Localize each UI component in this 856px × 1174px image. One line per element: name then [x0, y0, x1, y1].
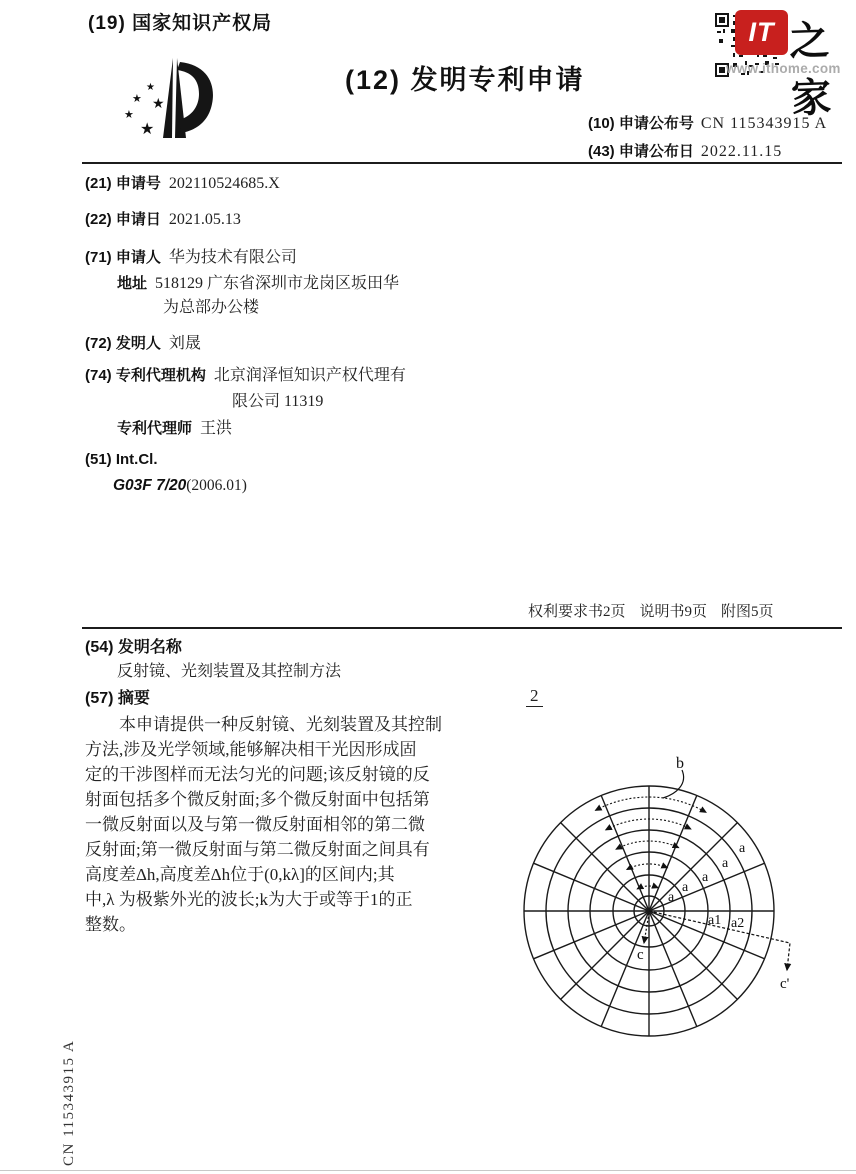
watermark-url: www.ithome.com: [726, 61, 841, 76]
figure-label-a: a: [668, 890, 675, 905]
abstract-line: 方法,涉及光学领域,能够解决相干光因形成固: [85, 740, 417, 759]
app-date-label: (22) 申请日: [85, 211, 161, 228]
agency-row: [85, 362, 406, 385]
invention-title: 反射镜、光刻装置及其控制方法: [117, 663, 342, 680]
applicant-label: (71) 申请人: [85, 249, 161, 266]
description-pages: 说明书9页: [639, 604, 708, 620]
pub-date-label: (43) 申请公布日: [588, 143, 694, 160]
agent-row: [117, 415, 232, 438]
ithome-watermark: [710, 6, 856, 122]
svg-text:★: ★: [152, 97, 165, 112]
title-section-label: (54) 发明名称: [85, 639, 182, 656]
svg-text:★: ★: [140, 121, 155, 138]
abstract-line: 本申请提供一种反射镜、光刻装置及其控制: [119, 715, 442, 734]
intcl-label: (51) Int.Cl.: [85, 451, 158, 468]
abstract-line: 射面包括多个微反射面;多个微反射面中包括第: [85, 790, 430, 809]
application-number-row: [85, 172, 280, 193]
ithome-brand-text: 之家: [788, 17, 830, 122]
inventor-row: [85, 330, 201, 353]
publication-number: [588, 112, 827, 133]
address-label: 地址: [117, 275, 148, 292]
office-name: (19) 国家知识产权局: [88, 13, 273, 34]
pub-date-value: 2022.11.15: [700, 143, 783, 160]
mirror-figure: [505, 738, 856, 1054]
svg-text:★: ★: [124, 109, 134, 121]
intcl-row: [85, 451, 158, 469]
address-line2: 为总部办公楼: [163, 299, 260, 316]
app-no-value: 202110524685.X: [168, 175, 280, 192]
header-rule: [82, 162, 842, 164]
agent-label: 专利代理师: [117, 420, 193, 437]
app-no-label: (21) 申请号: [85, 175, 161, 192]
figure-label-c-prime: c': [780, 976, 790, 992]
label-b-leader: [663, 770, 684, 798]
ithome-logo-text: IT: [748, 17, 775, 47]
figure-label-a: a: [702, 870, 709, 885]
abstract-text: [85, 712, 442, 937]
drawings-pages: 附图5页: [721, 604, 774, 620]
figure-number: 2: [526, 686, 543, 707]
address-row: [117, 270, 399, 293]
address-line1: 518129 广东省深圳市龙岗区坂田华: [155, 275, 400, 292]
section-rule: [82, 627, 842, 629]
address-row-2: [163, 294, 259, 317]
figure-label-c: c: [637, 947, 644, 963]
abstract-line: 定的干涉图样而无法匀光的问题;该反射镜的反: [85, 765, 430, 784]
application-date-row: [85, 208, 241, 229]
figure-label-a: a: [722, 856, 729, 871]
agency-line2: 限公司 11319: [232, 393, 324, 410]
applicant-row: [85, 244, 297, 267]
pub-no-value: CN 115343915 A: [700, 115, 828, 132]
abstract-line: 一微反射面以及与第一微反射面相邻的第二微: [85, 815, 425, 834]
ithome-logo-badge: [735, 10, 788, 55]
figure-label-b: b: [676, 755, 684, 772]
doc-type-title: (12) 发明专利申请: [345, 65, 585, 95]
intcl-class-row: [113, 477, 247, 495]
applicant-value: 华为技术有限公司: [168, 249, 297, 266]
sidebar-doc-code: CN 115343915 A: [61, 1039, 77, 1166]
abstract-section-label: (57) 摘要: [85, 690, 150, 707]
inventor-label: (72) 发明人: [85, 335, 161, 352]
svg-text:★: ★: [132, 93, 142, 105]
abstract-line: 高度差Δh,高度差Δh位于(0,kλ]的区间内;其: [85, 865, 395, 884]
svg-text:★: ★: [146, 82, 155, 93]
agent-value: 王洪: [200, 420, 233, 437]
figure-label-a: a: [739, 841, 746, 856]
figure-label-a1: a1: [708, 913, 722, 928]
pub-no-label: (10) 申请公布号: [588, 115, 694, 132]
publication-date: [588, 140, 782, 161]
abstract-line: 反射面;第一微反射面与第二微反射面之间具有: [85, 840, 430, 859]
intcl-code: G03F 7/20: [113, 477, 187, 494]
app-date-value: 2021.05.13: [168, 211, 241, 228]
figure-label-a: a: [682, 880, 689, 895]
agency-row-2: [232, 388, 323, 411]
intcl-date: (2006.01): [186, 477, 247, 494]
page-bottom-rule: [0, 1170, 856, 1171]
pages-info: [528, 600, 774, 621]
agency-label: (74) 专利代理机构: [85, 367, 206, 384]
inventor-value: 刘晟: [168, 335, 201, 352]
abstract-line: 整数。: [85, 915, 136, 934]
cnipa-logo: [108, 52, 238, 164]
agency-line1: 北京润泽恒知识产权代理有: [213, 367, 406, 384]
claims-pages: 权利要求书2页: [528, 604, 626, 620]
figure-label-a2: a2: [731, 916, 745, 931]
abstract-line: 中,λ 为极紫外光的波长;k为大于或等于1的正: [85, 890, 413, 909]
